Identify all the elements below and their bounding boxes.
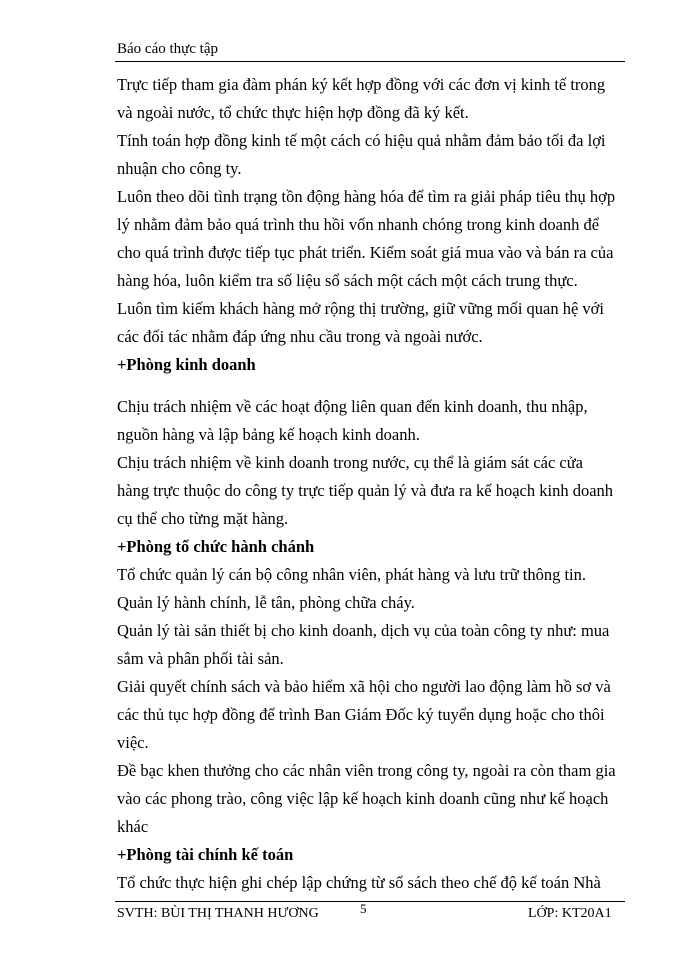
paragraph-line: Quản lý tài sản thiết bị cho kinh doanh, dịch vụ của toàn công ty như: mua: [117, 621, 610, 640]
paragraph-line: Chịu trách nhiệm về kinh doanh trong nước, cụ thể là giám sát các cửa: [117, 453, 584, 472]
paragraph-line: và ngoài nước, tổ chức thực hiện hợp đồng đã ký kết.: [117, 103, 469, 122]
paragraph-line: Đề bạc khen thưởng cho các nhân viên trong công ty, ngoài ra còn tham gia: [117, 761, 616, 780]
paragraph-line: Tổ chức thực hiện ghi chép lập chứng từ sổ sách theo chế độ kế toán Nhà: [117, 873, 601, 892]
paragraph-line: hàng trực thuộc do công ty trực tiếp quản lý và đưa ra kế hoạch kinh doanh: [117, 481, 614, 500]
footer-class-code: LỚP: KT20A1: [528, 906, 612, 921]
page-header-title: Báo cáo thực tập: [117, 41, 219, 57]
paragraph-line: Chịu trách nhiệm về các hoạt động liên quan đến kinh doanh, thu nhập,: [117, 397, 588, 416]
paragraph-line: Tính toán hợp đồng kinh tế một cách có hiệu quả nhằm đảm bảo tối đa lợi: [117, 131, 606, 150]
paragraph-line: khác: [117, 817, 149, 836]
paragraph-line: vào các phong trào, công việc lập kế hoạch kinh doanh cũng như kế hoạch: [117, 789, 609, 808]
document-body: [117, 71, 632, 897]
section-heading-kinh-doanh: +Phòng kinh doanh: [117, 355, 256, 374]
paragraph-line: các đối tác nhằm đáp ứng nhu cầu trong và ngoài nước.: [117, 327, 483, 346]
section-heading-to-chuc-hanh-chanh: +Phòng tổ chức hành chánh: [117, 537, 315, 556]
paragraph-line: cụ thể cho từng mặt hàng.: [117, 509, 289, 528]
paragraph-line: Quản lý hành chính, lễ tân, phòng chữa cháy.: [117, 593, 415, 612]
paragraph-line: các thủ tục hợp đồng để trình Ban Giám Đốc ký tuyển dụng hoặc cho thôi: [117, 705, 605, 724]
header-divider: [115, 61, 625, 62]
footer-divider: [115, 901, 625, 902]
paragraph-line: Luôn theo dõi tình trạng tồn động hàng hóa để tìm ra giải pháp tiêu thụ hợp: [117, 187, 616, 206]
paragraph-line: hàng hóa, luôn kiểm tra số liệu sổ sách một cách một cách trung thực.: [117, 271, 578, 290]
paragraph-line: nguồn hàng và lập bảng kế hoạch kinh doanh.: [117, 425, 420, 444]
footer-student-name: SVTH: BÙI THỊ THANH HƯƠNG: [117, 906, 319, 921]
paragraph-line: nhuận cho công ty.: [117, 159, 242, 178]
paragraph-line: sắm và phân phối tài sản.: [117, 649, 284, 668]
paragraph-line: cho quá trình được tiếp tục phát triển. Kiểm soát giá mua vào và bán ra của: [117, 243, 614, 262]
paragraph-line: Luôn tìm kiếm khách hàng mở rộng thị trường, giữ vững mối quan hệ với: [117, 299, 604, 318]
page-number: 5: [360, 901, 367, 916]
paragraph-line: việc.: [117, 733, 149, 752]
paragraph-line: Tổ chức quản lý cán bộ công nhân viên, phát hàng và lưu trữ thông tin.: [117, 565, 587, 584]
section-heading-tai-chinh-ke-toan: +Phòng tài chính kế toán: [117, 845, 294, 864]
paragraph-line: lý nhằm đảm bảo quá trình thu hồi vốn nhanh chóng trong kinh doanh để: [117, 215, 600, 234]
section-spacer: [117, 379, 632, 393]
paragraph-line: Trực tiếp tham gia đàm phán ký kết hợp đồng với các đơn vị kinh tế trong: [117, 75, 606, 94]
paragraph-line: Giải quyết chính sách và bảo hiểm xã hội cho người lao động làm hồ sơ và: [117, 677, 611, 696]
